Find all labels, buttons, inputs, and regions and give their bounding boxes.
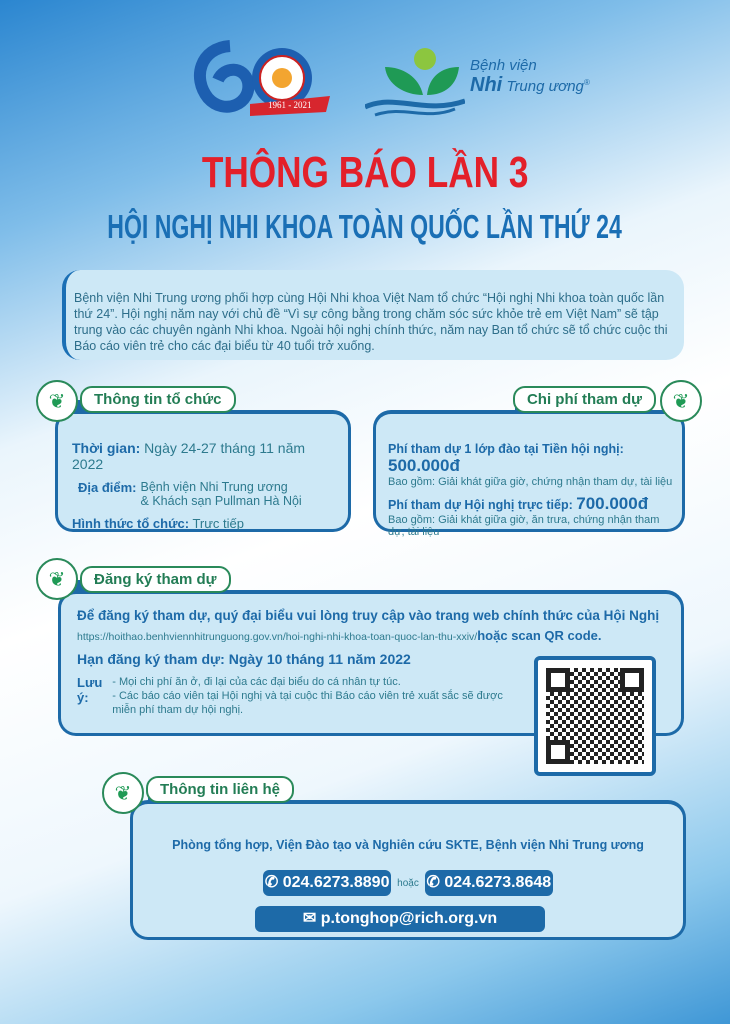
- registered-mark: ®: [583, 78, 590, 87]
- intro-text: Bệnh viện Nhi Trung ương phối hợp cùng Hội Nhi khoa Việt Nam tổ chức “Hội nghị Nhi khoa toàn quốc lần thứ 24”. Hội nghị năm nay với chủ đề “Vì sự công bằng trong chăm sóc sức khỏe trẻ em Việt Nam” sẽ tập trung vào các chuyên ngành Nhi khoa. Ngoài hội nghị chính thức, năm nay Ban tổ chức sẽ tổ chức cuộc thi Báo cáo viên trẻ cho các đại biểu từ 40 tuổi trở xuống.: [62, 270, 684, 360]
- leaf-logo-icon: ❦: [36, 558, 78, 600]
- fees-label: Chi phí tham dự: [513, 386, 656, 413]
- fees-card: [373, 410, 685, 538]
- note-2: - Các báo cáo viên tại Hội nghị và tại cuộc thi Báo cáo viên trẻ xuất sắc sẽ được miễn phí tham dự hội nghị.: [112, 690, 503, 716]
- envelope-icon: ✉: [302, 910, 317, 927]
- leaf-logo-icon: ❦: [660, 380, 702, 422]
- page-subtitle: HỘI NGHỊ NHI KHOA TOÀN QUỐC LẦN THỨ 24: [107, 208, 623, 245]
- phone-1-button[interactable]: [263, 870, 391, 896]
- qr-instruction: hoặc scan QR code.: [477, 628, 602, 643]
- form-label: Hình thức tổ chức:: [72, 516, 190, 531]
- phone-2-button[interactable]: [425, 870, 553, 896]
- contact-label: Thông tin liên hệ: [146, 776, 294, 803]
- note-label: Lưu ý:: [77, 675, 103, 705]
- registration-deadline: Hạn đăng ký tham dự: Ngày 10 tháng 11 năm 2022: [77, 651, 411, 667]
- form-value: Trực tiếp: [192, 516, 244, 531]
- organization-label: Thông tin tổ chức: [80, 386, 236, 413]
- registration-label: Đăng ký tham dự: [80, 566, 231, 593]
- time-value: Ngày 24-27 tháng 11 năm 2022: [72, 440, 306, 472]
- hospital-logo: [365, 45, 605, 120]
- email: p.tonghop@rich.org.vn: [320, 910, 498, 927]
- fee1-value: 500.000đ: [388, 456, 460, 475]
- email-button[interactable]: [255, 906, 545, 932]
- place-value-2: & Khách sạn Pullman Hà Nội: [140, 494, 302, 508]
- anniversary-years: 1961 - 2021: [268, 100, 312, 110]
- registration-instruction: Để đăng ký tham dự, quý đại biểu vui lòng truy cập vào trang web chính thức của Hội Nghị: [77, 608, 660, 623]
- fee2-value: 700.000đ: [576, 494, 649, 513]
- qr-code[interactable]: [534, 656, 656, 776]
- title-wrapper: [0, 148, 730, 198]
- 60-year-anniversary-logo: [190, 38, 330, 118]
- fee1-note: Bao gồm: Giải khát giữa giờ, chứng nhận tham dự, tài liệu: [388, 476, 673, 488]
- phone-2: 024.6273.8648: [444, 874, 552, 891]
- hospital-name-nhi: Nhi: [470, 74, 503, 96]
- or-text: hoặc: [397, 877, 419, 889]
- note-1: - Mọi chi phí ăn ở, đi lại của các đại biểu do cá nhân tự túc.: [112, 676, 401, 688]
- time-label: Thời gian:: [72, 440, 141, 456]
- organization-card: [55, 410, 351, 532]
- registration-url-link[interactable]: https://hoithao.benhviennhitrunguong.gov.vn/hoi-nghi-nhi-khoa-toan-quoc-lan-thu-xxiv/: [77, 631, 478, 643]
- contact-card: [130, 800, 686, 940]
- hospital-name-rest: Trung ương: [506, 78, 584, 95]
- fee2-note: Bao gồm: Giải khát giữa giờ, ăn trưa, chứng nhận tham dự, tài liệu: [388, 514, 660, 538]
- leaf-logo-icon: ❦: [36, 380, 78, 422]
- phone-1: 024.6273.8890: [282, 874, 390, 891]
- contact-organization: Phòng tổng hợp, Viện Đào tạo và Nghiên cứu SKTE, Bệnh viện Nhi Trung ương: [172, 838, 644, 852]
- phone-icon: ✆: [426, 874, 440, 891]
- page-title: THÔNG BÁO LẦN 3: [201, 148, 529, 197]
- leaf-logo-icon: ❦: [102, 772, 144, 814]
- subtitle-wrapper: [0, 208, 730, 246]
- fee2-label: Phí tham dự Hội nghị trực tiếp:: [388, 498, 573, 512]
- place-label: Địa điểm:: [78, 480, 137, 495]
- fee1-label: Phí tham dự 1 lớp đào tại Tiền hội nghị:: [388, 442, 624, 456]
- place-value-1: Bệnh viện Nhi Trung ương: [140, 480, 288, 494]
- phone-icon: ✆: [264, 874, 279, 891]
- hospital-name: Bệnh viện: [470, 57, 537, 74]
